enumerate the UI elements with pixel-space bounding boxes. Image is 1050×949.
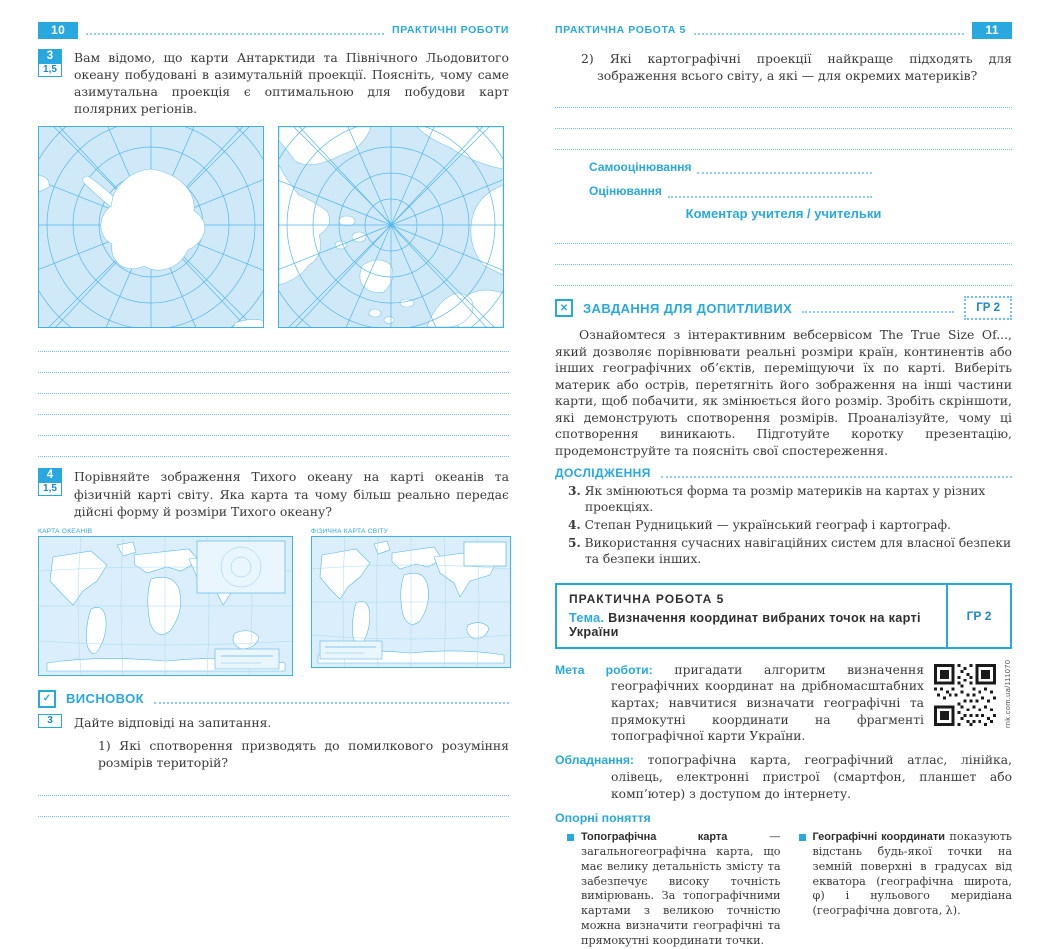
- qr-caption: rnk.com.ua/111070: [1003, 659, 1012, 728]
- concept-text: показують відстань будь-якої точки на земній поверхні в градусах від екватора (географічна широта, φ) і нульового меридіана (географічна довгота, λ).: [812, 830, 1012, 918]
- world-maps-row: [38, 528, 509, 680]
- answer-line: [555, 87, 1012, 108]
- concepts-title: Опорні поняття: [555, 811, 651, 826]
- dotted-leader: [697, 164, 872, 174]
- item-text: Як змінюються форма та розмір материків на картах у різних проекціях.: [584, 484, 986, 515]
- answer-line: [555, 223, 1012, 244]
- task-number: 3: [38, 714, 62, 728]
- curious-title: ЗАВДАННЯ ДЛЯ ДОПИТЛИВИХ: [583, 300, 793, 316]
- practical-work-5-title: ПРАКТИЧНА РОБОТА 5: [569, 591, 725, 606]
- answer-line: [38, 796, 509, 817]
- oceans-map-caption: КАРТА ОКЕАНІВ: [38, 527, 93, 535]
- answer-line: [38, 394, 509, 415]
- item-text: Використання сучасних навігаційних систем для власної безпеки та безпеки інших.: [584, 535, 1012, 566]
- azimuthal-maps-row: [38, 126, 509, 328]
- conclusion-badge: [38, 714, 62, 731]
- equipment-text: топографічна карта, географічний атлас, лінійка, олівець, електронні пристрої (смартфон, планшет або комп’ютер) з доступом до інтернету.: [611, 753, 1012, 801]
- concept-item: [799, 830, 1013, 948]
- dotted-leader: [661, 468, 1012, 478]
- task-number: 4: [38, 468, 62, 483]
- answer-line: [38, 415, 509, 436]
- question-2-answer-lines: [555, 87, 1012, 150]
- header-dotted-leader: [694, 25, 964, 35]
- item-text: Степан Рудницький — український географ і картограф.: [584, 517, 951, 532]
- answer-line: [555, 129, 1012, 150]
- conclusion-question: 1) Які спотворення призводять до помилкового розуміння розмірів територій?: [98, 737, 509, 770]
- answer-line: [38, 775, 509, 796]
- box-x-icon: [555, 299, 573, 317]
- task-4-text: Порівняйте зображення Тихого океану на карті океанів та фізичній карті світу. Яка карта та чому більш реально передає дійсні форму й розміри Тихого океану?: [74, 469, 509, 519]
- square-bullet-icon: [799, 834, 806, 841]
- page-10: [0, 0, 525, 770]
- meta-text: пригадати алгоритм визначення географічних координат на дрібномасштабних картах; навчитися визначати географічні та прямокутні координати на фрагменті топографічної карти України.: [611, 662, 924, 744]
- answer-line: [38, 373, 509, 394]
- assessment-row: [589, 179, 872, 198]
- running-head: ПРАКТИЧНА РОБОТА 5: [555, 24, 686, 36]
- header-dotted-leader: [86, 25, 384, 35]
- meta-label: Мета роботи:: [555, 662, 653, 677]
- self-assessment-label: Самооцінювання: [589, 160, 692, 175]
- task-3-badge: [38, 49, 62, 117]
- concepts-columns: [555, 830, 1012, 948]
- meta-equipment-block: [555, 659, 1012, 803]
- task-3-text: Вам відомо, що карти Антарктиди та Північного Льодовитого океану побудовані в азимутальній проекції. Поясніть, чому саме азимутальна проекція є оптимальною для побудови карт полярних регіонів.: [74, 50, 509, 117]
- task-points: 1,5: [38, 483, 62, 496]
- azimuthal-map-antarctica: [38, 126, 264, 328]
- research-item: [555, 536, 1012, 568]
- task-3: [38, 49, 509, 117]
- teacher-comment-lines: [555, 223, 1012, 286]
- dotted-leader: [154, 694, 509, 704]
- running-head: ПРАКТИЧНІ РОБОТИ: [392, 24, 509, 36]
- physical-world-map: [311, 536, 511, 668]
- conclusion-title: ВИСНОВОК: [66, 691, 144, 707]
- item-number: 5.: [568, 535, 581, 550]
- research-section-header: [555, 466, 1012, 480]
- page-11: [525, 0, 1050, 947]
- teacher-comment-title: Коментар учителя / учительки: [685, 206, 882, 222]
- curious-section-header: [555, 296, 1012, 320]
- oceans-map-block: [38, 528, 293, 680]
- research-item: [555, 484, 1012, 516]
- dotted-leader: [802, 303, 954, 313]
- concept-term: Географічні координати: [812, 831, 946, 844]
- qr-block: [934, 659, 1012, 730]
- conclusion-task: [38, 714, 509, 731]
- theme-label: Тема.: [569, 610, 605, 625]
- task-3-answer-lines: [38, 331, 509, 457]
- curious-text: Ознайомтеся з інтерактивним вебсервісом The True Size Of..., який дозволяє порівнювати реальні розміри країн, континентів або інших географічних об’єктів, переміщуючи їх по карті. Виберіть материк або острів, перетягніть його зображення на інші частини карти, щоб побачити, як змінюється його розмір. Зробіть скріншоти, які демонструють спотворення розмірів. Проаналізуйте, чому ці спотворення виникають. Підготуйте коротку презентацію, продемонструйте та поясніть свої спостереження.: [555, 327, 1012, 458]
- research-list: [555, 484, 1012, 567]
- practical-work-5-main: [557, 585, 946, 647]
- task-4-badge: [38, 468, 62, 519]
- checkbox-check-icon: [38, 690, 56, 708]
- answer-line: [555, 265, 1012, 286]
- oceans-map: [38, 536, 293, 676]
- theme-text: Визначення координат вибраних точок на карті України: [569, 610, 921, 639]
- group-badge: ГР 2: [964, 296, 1012, 320]
- task-4: [38, 468, 509, 519]
- conclusion-answer-lines: [38, 775, 509, 817]
- question-2: 2) Які картографічні проекції найкраще підходять для зображення всього світу, а які — для окремих материків?: [581, 51, 1012, 84]
- qr-code: [934, 664, 996, 726]
- dotted-leader: [668, 188, 872, 198]
- equipment-paragraph: [555, 752, 1012, 802]
- item-number: 3.: [568, 484, 581, 499]
- task-points: 1,5: [38, 64, 62, 77]
- conclusion-section: [38, 690, 509, 708]
- page-11-header: [555, 22, 1012, 38]
- answer-line: [555, 244, 1012, 265]
- answer-line: [38, 352, 509, 373]
- task-number: 3: [38, 49, 62, 64]
- practical-work-5-box: [555, 583, 1012, 649]
- page-10-header: [38, 22, 509, 38]
- research-title: ДОСЛІДЖЕННЯ: [555, 466, 651, 481]
- research-item: [555, 518, 1012, 534]
- item-number: 4.: [568, 517, 581, 532]
- azimuthal-map-arctic: [278, 126, 504, 328]
- concept-text: — загальногеографічна карта, що має велику детальність змісту та забезпечує високу точність вимірювань. За топографічними картами з великою точністю можна визначити географічні та прямокутні координати точки.: [581, 830, 781, 947]
- answer-line: [38, 436, 509, 457]
- page-number-badge: 10: [38, 22, 78, 39]
- concept-term: Топографічна карта: [581, 831, 728, 844]
- square-bullet-icon: [567, 834, 574, 841]
- self-assessment-row: [589, 155, 872, 174]
- group-badge: ГР 2: [946, 585, 1010, 647]
- page-number-badge: 11: [972, 22, 1012, 39]
- physical-world-map-block: [311, 528, 511, 672]
- answer-line: [555, 108, 1012, 129]
- physical-map-caption: ФІЗИЧНА КАРТА СВІТУ: [311, 527, 389, 535]
- practical-work-5-theme: [569, 611, 934, 639]
- conclusion-intro: Дайте відповіді на запитання.: [74, 714, 272, 730]
- concept-item: [567, 830, 781, 948]
- answer-line: [38, 331, 509, 352]
- equipment-label: Обладнання:: [555, 753, 634, 768]
- assessment-label: Оцінювання: [589, 184, 662, 199]
